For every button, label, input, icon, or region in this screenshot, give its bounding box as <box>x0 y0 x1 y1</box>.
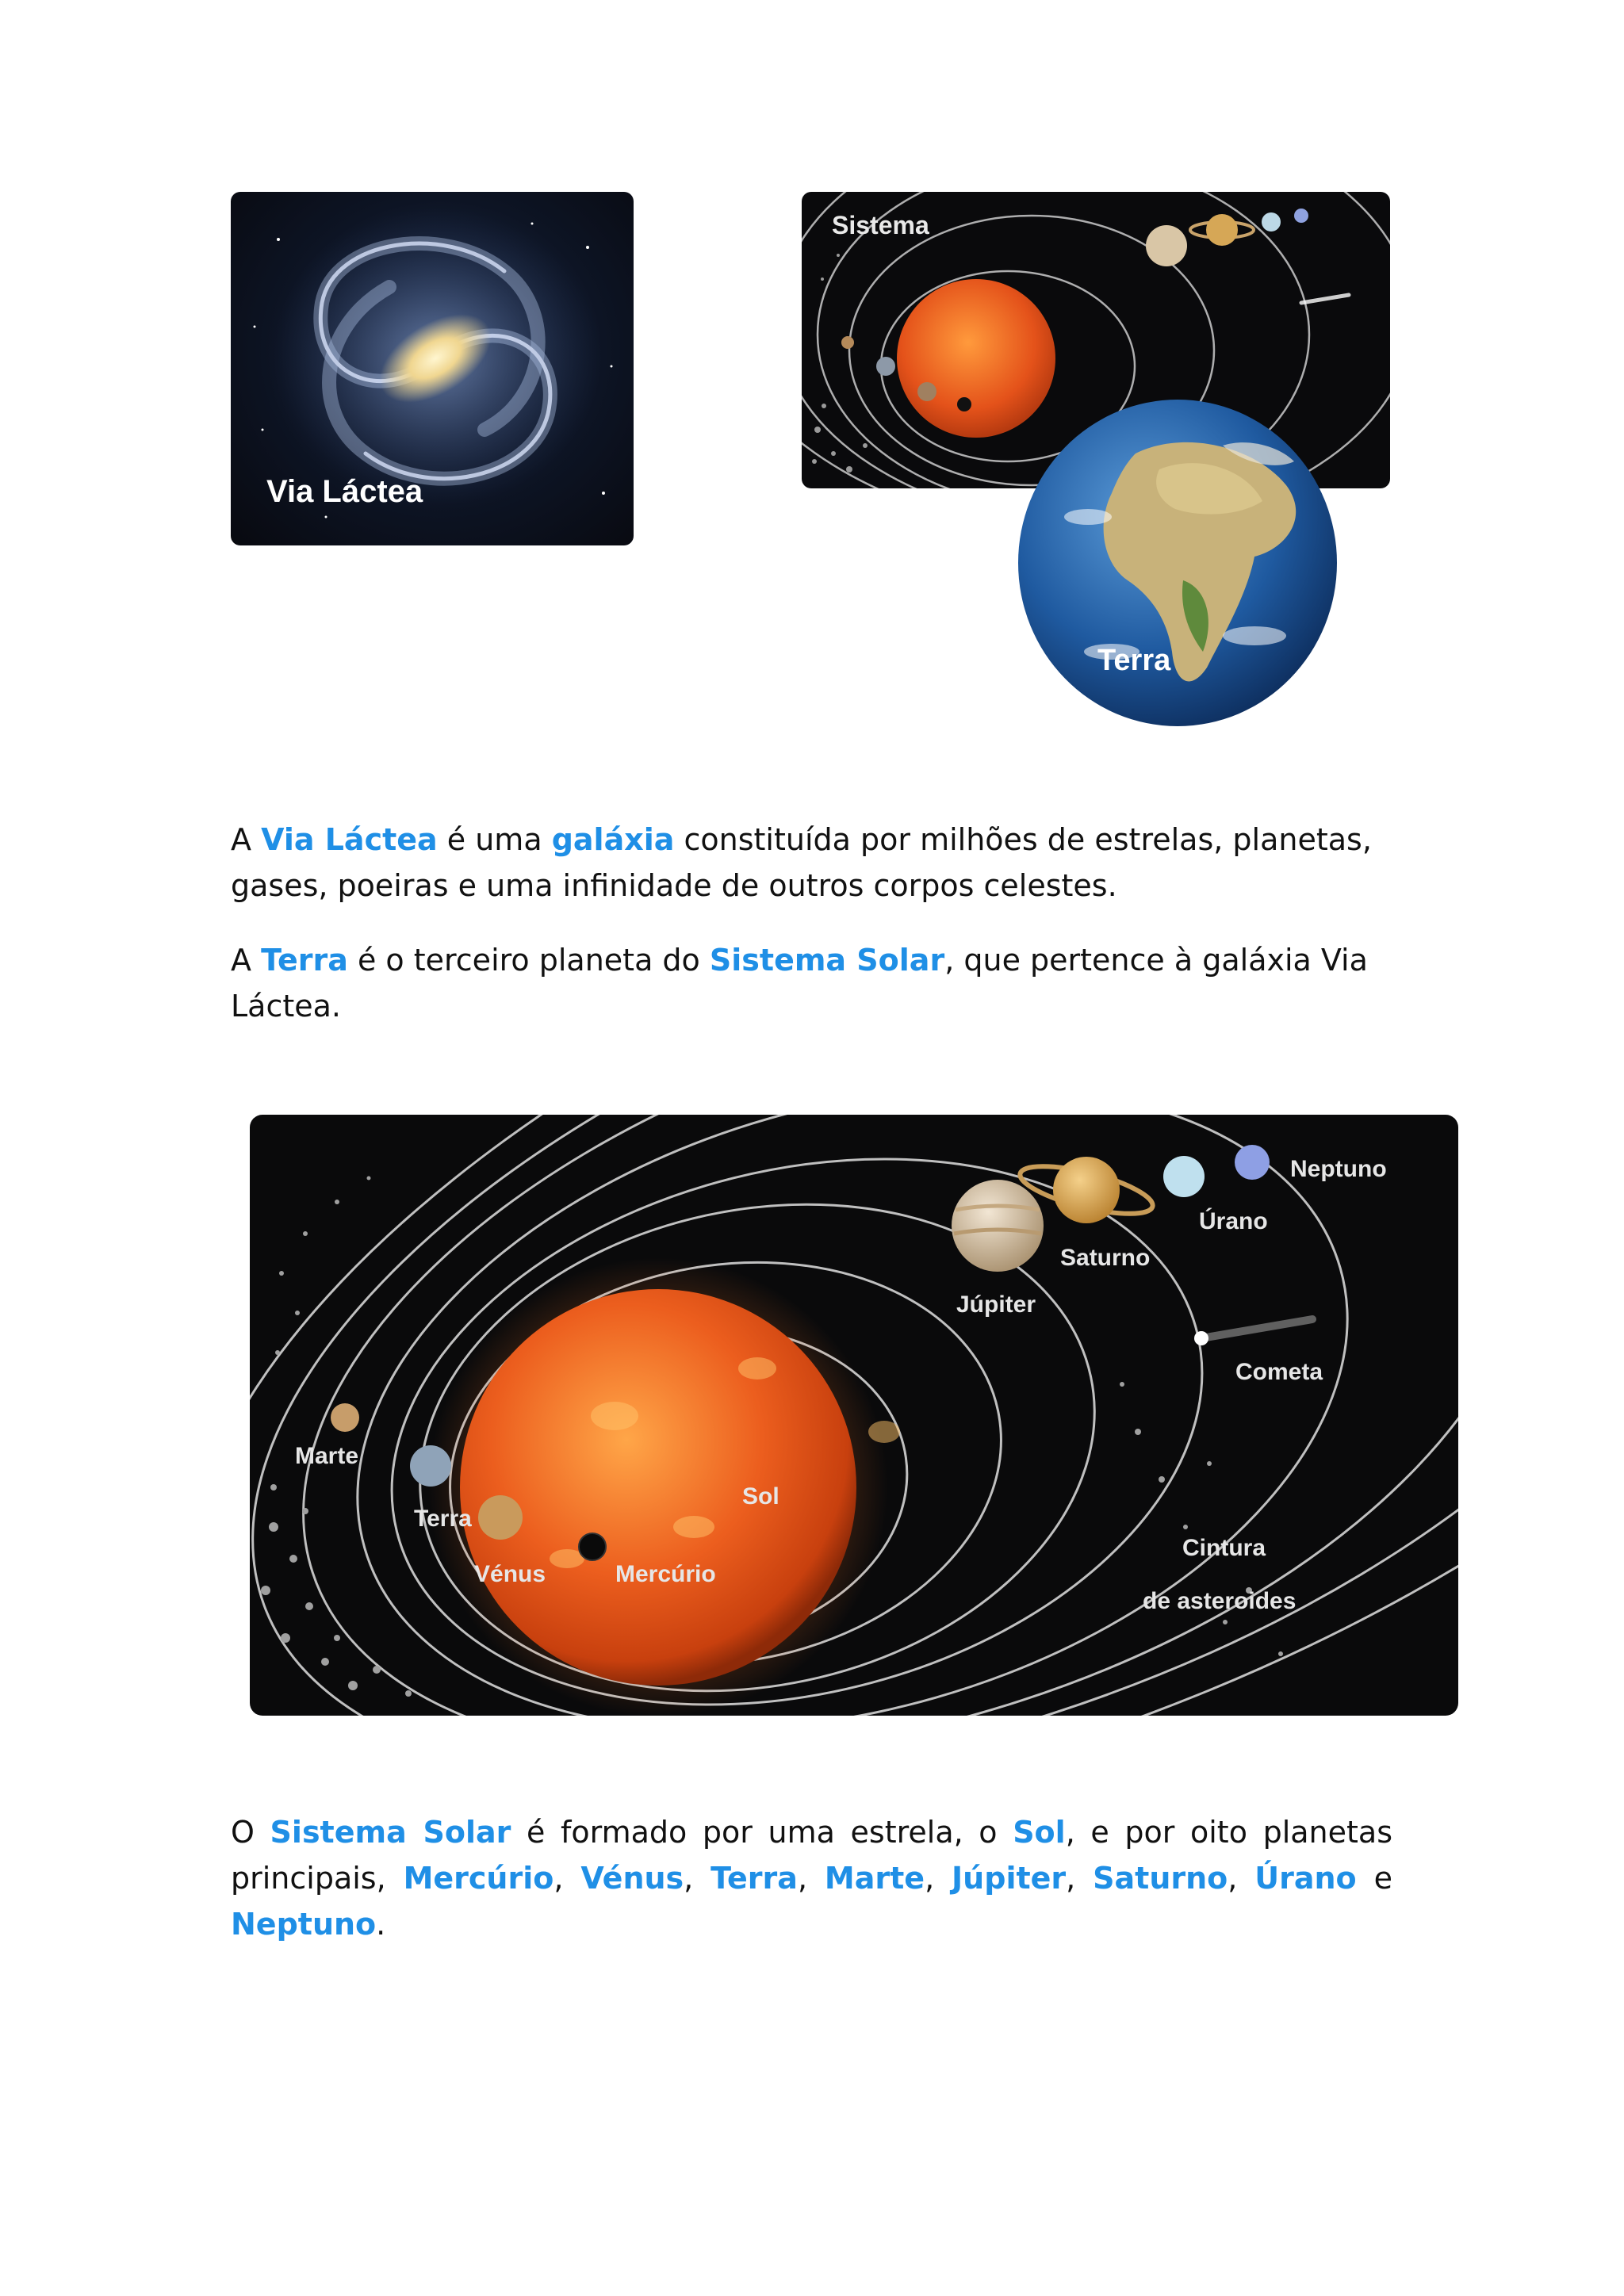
label-saturn: Saturno <box>1060 1245 1151 1271</box>
highlight-terra: Terra <box>710 1861 798 1896</box>
text-run: . <box>376 1907 386 1942</box>
text-run: , <box>1066 1861 1094 1896</box>
text-run: é formado por uma estrela, o <box>511 1815 1013 1850</box>
highlight-sistema-solar: Sistema Solar <box>709 943 945 978</box>
text-run: A <box>231 822 262 857</box>
paragraph-milky-way <box>231 817 1392 909</box>
paragraph-solar-system <box>231 1809 1392 1947</box>
text-run: constituída por milhões de estrelas, planetas, gases, poeiras e uma infinidade de outros corpos celestes. <box>231 822 1372 903</box>
highlight-marte: Marte <box>824 1861 925 1896</box>
label-asteroid-belt-line1: Cintura <box>1182 1535 1266 1561</box>
solar-system-thumbnail-caption: Sistema <box>832 211 929 239</box>
highlight-neptuno: Neptuno <box>231 1907 377 1942</box>
highlight-jupiter: Júpiter <box>952 1861 1067 1896</box>
text-run: é uma <box>437 822 552 857</box>
text-run: , <box>553 1861 581 1896</box>
label-comet: Cometa <box>1235 1359 1323 1385</box>
text-run: e <box>1356 1861 1392 1896</box>
highlight-urano: Úrano <box>1254 1861 1357 1896</box>
text-run: , <box>925 1861 952 1896</box>
text-run: é o terceiro planeta do <box>347 943 710 978</box>
solar-system-illustration <box>250 1115 1458 1716</box>
earth-globe-illustration <box>1017 398 1339 728</box>
paragraph-earth <box>231 937 1392 1029</box>
highlight-sol: Sol <box>1013 1815 1066 1850</box>
milky-way-caption: Via Láctea <box>266 474 423 509</box>
highlight-venus: Vénus <box>580 1861 684 1896</box>
milky-way-image <box>231 192 634 545</box>
label-neptune: Neptuno <box>1290 1156 1387 1182</box>
text-run: , <box>1228 1861 1255 1896</box>
earth-image <box>1017 398 1339 728</box>
highlight-via-lactea: Via Láctea <box>261 822 438 857</box>
text-run: , e por oito planetas principais, <box>231 1815 1392 1896</box>
text-run: , que pertence à galáxia Via Láctea. <box>231 943 1368 1024</box>
label-asteroid-belt-line2: de asteroides <box>1143 1588 1297 1614</box>
highlight-galaxia: galáxia <box>551 822 675 857</box>
text-run: A <box>231 943 262 978</box>
highlight-sistema-solar: Sistema Solar <box>270 1815 511 1850</box>
label-sun: Sol <box>742 1483 779 1510</box>
text-run: , <box>797 1861 825 1896</box>
text-run: O <box>231 1815 270 1850</box>
label-uranus: Úrano <box>1199 1208 1268 1234</box>
solar-system-diagram <box>250 1115 1458 1716</box>
highlight-mercurio: Mercúrio <box>403 1861 554 1896</box>
highlight-saturno: Saturno <box>1093 1861 1228 1896</box>
label-mercury: Mercúrio <box>615 1561 716 1587</box>
label-earth: Terra <box>414 1506 472 1532</box>
label-venus: Vénus <box>474 1561 546 1587</box>
text-run: , <box>684 1861 711 1896</box>
highlight-terra: Terra <box>261 943 348 978</box>
label-mars: Marte <box>295 1443 359 1469</box>
earth-caption: Terra <box>1097 644 1171 677</box>
label-jupiter: Júpiter <box>956 1292 1036 1318</box>
